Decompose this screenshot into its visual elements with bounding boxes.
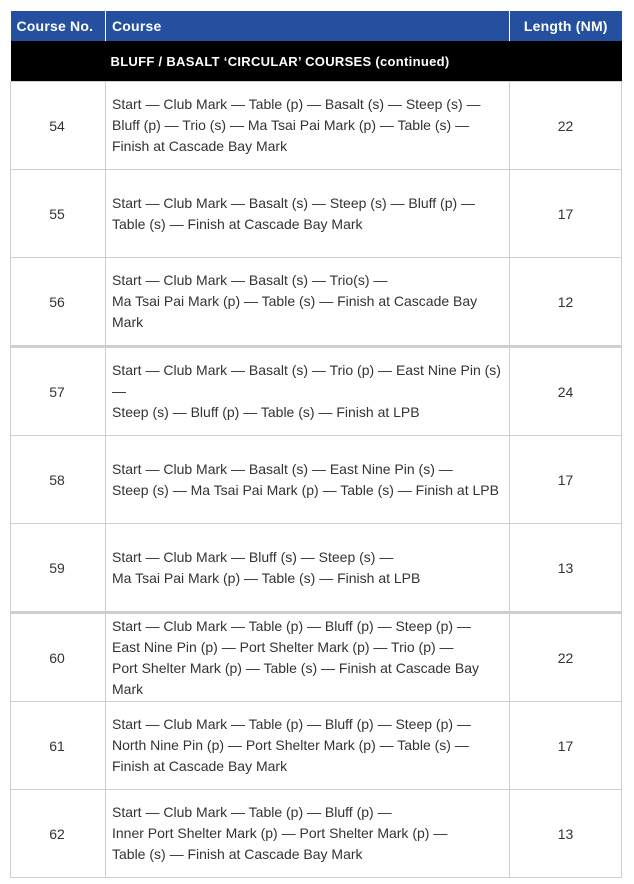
- course-table: [10, 11, 622, 878]
- course-route-line: Start — Club Mark — Bluff (s) — Steep (s) —: [112, 548, 394, 565]
- course-table-container: [10, 11, 621, 878]
- course-length: 24: [510, 347, 622, 436]
- course-route: [106, 82, 510, 170]
- table-row: [11, 258, 622, 347]
- course-route-line: Finish at Cascade Bay Mark: [112, 758, 288, 774]
- table-row: [11, 170, 622, 258]
- header-course: Course: [106, 11, 510, 41]
- table-row: [11, 613, 622, 702]
- course-route: [106, 258, 510, 347]
- course-route-line: Table (s) — Finish at Cascade Bay Mark: [112, 846, 363, 862]
- course-route-line: Steep (s) — Bluff (p) — Table (s) — Finish at LPB: [112, 404, 420, 420]
- course-route-line: Start — Club Mark — Table (p) — Bluff (p) — Steep (p) —: [112, 617, 471, 634]
- course-route-line: Start — Club Mark — Table (p) — Bluff (p) — Steep (p) —: [112, 716, 471, 732]
- course-route-line: Start — Club Mark — Table (p) — Basalt (s) — Steep (s) —: [112, 96, 481, 112]
- course-number: 58: [11, 436, 106, 524]
- table-row: [11, 436, 622, 524]
- course-route-line: North Nine Pin (p) — Port Shelter Mark (p) — Table (s) —: [112, 737, 469, 753]
- course-route-line: Port Shelter Mark (p) — Table (s) — Finish at Cascade Bay Mark: [112, 659, 479, 697]
- table-row: [11, 702, 622, 790]
- course-number: 57: [11, 347, 106, 436]
- course-route: [106, 790, 510, 878]
- course-number: 56: [11, 258, 106, 347]
- table-row: [11, 347, 622, 436]
- table-row: [11, 82, 622, 170]
- course-route-line: Inner Port Shelter Mark (p) — Port Shelter Mark (p) —: [112, 825, 448, 841]
- table-row: [11, 790, 622, 878]
- course-length: 17: [510, 170, 622, 258]
- course-route-line: Start — Club Mark — Basalt (s) — Trio(s) —: [112, 272, 388, 288]
- course-number: 60: [11, 613, 106, 702]
- course-route-line: Table (s) — Finish at Cascade Bay Mark: [112, 215, 363, 232]
- course-route-line: Start — Club Mark — Basalt (s) — Steep (s) — Bluff (p) —: [112, 194, 476, 211]
- course-route-line: Start — Club Mark — Basalt (s) — East Nine Pin (s) —: [112, 460, 453, 477]
- course-route: [106, 702, 510, 790]
- course-number: 59: [11, 524, 106, 613]
- section-row: [11, 41, 622, 82]
- header-row: [11, 11, 622, 41]
- section-title: BLUFF / BASALT ‘CIRCULAR’ COURSES (continued): [11, 41, 622, 82]
- course-route-line: Start — Club Mark — Basalt (s) — Trio (p) — East Nine Pin (s) —: [112, 362, 501, 399]
- course-route-line: Bluff (p) — Trio (s) — Ma Tsai Pai Mark (p) — Table (s) —: [112, 117, 470, 133]
- header-course-no: Course No.: [11, 11, 106, 41]
- course-route-line: Ma Tsai Pai Mark (p) — Table (s) — Finish at LPB: [112, 569, 421, 586]
- course-route-line: Ma Tsai Pai Mark (p) — Table (s) — Finish at Cascade Bay Mark: [112, 293, 478, 330]
- table-row: [11, 524, 622, 613]
- course-route-line: Start — Club Mark — Table (p) — Bluff (p) —: [112, 804, 392, 820]
- course-number: 62: [11, 790, 106, 878]
- course-route: [106, 347, 510, 436]
- course-number: 61: [11, 702, 106, 790]
- course-route: [106, 170, 510, 258]
- header-length: Length (NM): [510, 11, 622, 41]
- course-length: 17: [510, 702, 622, 790]
- course-route-line: Finish at Cascade Bay Mark: [112, 138, 288, 154]
- course-length: 22: [510, 613, 622, 702]
- course-route: [106, 436, 510, 524]
- course-route-line: Steep (s) — Ma Tsai Pai Mark (p) — Table (s) — Finish at LPB: [112, 481, 499, 498]
- course-route-line: East Nine Pin (p) — Port Shelter Mark (p) — Trio (p) —: [112, 638, 454, 655]
- course-length: 13: [510, 790, 622, 878]
- course-number: 55: [11, 170, 106, 258]
- course-length: 13: [510, 524, 622, 613]
- course-length: 22: [510, 82, 622, 170]
- course-length: 17: [510, 436, 622, 524]
- course-route: [106, 613, 510, 702]
- course-number: 54: [11, 82, 106, 170]
- course-route: [106, 524, 510, 613]
- course-length: 12: [510, 258, 622, 347]
